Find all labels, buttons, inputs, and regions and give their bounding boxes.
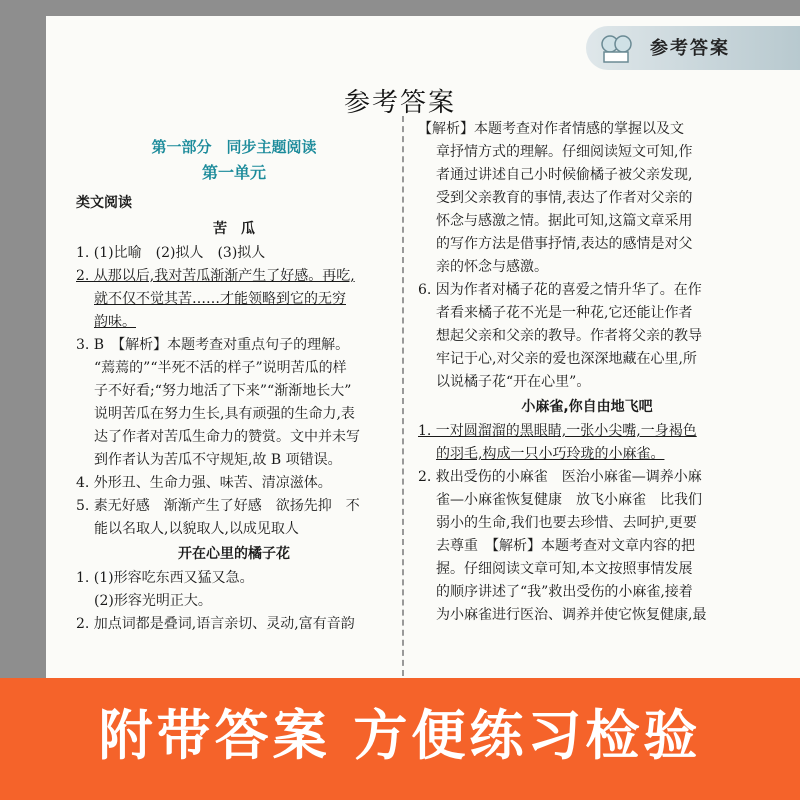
section-title: 类文阅读 (76, 195, 132, 211)
answer-line: 5. 素无好感 渐渐产生了好感 欲扬先抑 不 (76, 498, 360, 514)
answer-line: 说明苦瓜在努力生长,具有顽强的生命力,表 (94, 406, 355, 422)
header-title: 参考答案 (650, 38, 730, 59)
answer-line: 想起父亲和父亲的教导。作者将父亲的教导 (436, 328, 702, 344)
answer-line: (2)形容光明正大。 (94, 593, 212, 609)
kids-reading-icon (598, 30, 634, 66)
answer-line: 弱小的生命,我们也要去珍惜、去呵护,更要 (436, 515, 697, 531)
answer-line: 的羽毛,构成一只小巧玲珑的小麻雀。 (436, 446, 665, 462)
answer-line: 子不好看;“努力地活了下来”“渐渐地长大” (94, 383, 352, 399)
answer-line: “蔫蔫的”“半死不活的样子”说明苦瓜的样 (94, 360, 347, 376)
answer-line: 怀念与感激之情。据此可知,这篇文章采用 (436, 213, 693, 229)
answer-line: 1. 一对圆溜溜的黑眼睛,一张小尖嘴,一身褐色 (418, 423, 697, 439)
promo-banner-text: 附带答案 方便练习检验 (98, 704, 702, 767)
answer-line: 能以名取人,以貌取人,以成见取人 (94, 521, 299, 537)
answer-line: 6. 因为作者对橘子花的喜爱之情升华了。在作 (418, 282, 702, 298)
essay-title: 苦 瓜 (213, 221, 255, 237)
answer-line: 者看来橘子花不光是一种花,它还能让作者 (436, 305, 693, 321)
answer-line: 2. 救出受伤的小麻雀 医治小麻雀—调养小麻 (418, 469, 702, 485)
essay-title: 开在心里的橘子花 (178, 546, 290, 562)
answer-line: 【解析】本题考查对作者情感的掌握以及文 (418, 121, 684, 137)
answer-line: 到作者认为苦瓜不守规矩,故 B 项错误。 (94, 452, 342, 468)
answer-line: 2. 加点词都是叠词,语言亲切、灵动,富有音韵 (76, 616, 355, 632)
answer-line: 3. B 【解析】本题考查对重点句子的理解。 (76, 337, 350, 353)
answer-line: 4. 外形丑、生命力强、味苦、清凉滋体。 (76, 475, 332, 491)
unit-title: 第一单元 (201, 163, 266, 182)
answer-line: 的顺序讲述了“我”救出受伤的小麻雀,接着 (436, 584, 693, 600)
answer-line: 亲的怀念与感激。 (436, 259, 548, 275)
answer-line: 受到父亲教育的事情,表达了作者对父亲的 (436, 190, 693, 206)
answer-line: 就不仅不觉其苦……才能领略到它的无穷 (94, 291, 346, 307)
page-title: 参考答案 (343, 88, 456, 118)
answer-line: 以说橘子花“开在心里”。 (436, 374, 591, 390)
left-column (76, 134, 392, 636)
essay-title: 小麻雀,你自由地飞吧 (521, 399, 653, 415)
answer-line: 1. (1)比喻 (2)拟人 (3)拟人 (76, 245, 266, 261)
answer-line: 的写作方法是借事抒情,表达的感情是对父 (436, 236, 693, 252)
right-column (418, 118, 756, 627)
answer-line: 1. (1)形容吃东西又猛又急。 (76, 570, 254, 586)
answer-line: 韵味。 (94, 314, 136, 330)
answer-line: 2. 从那以后,我对苦瓜渐渐产生了好感。再吃, (76, 268, 355, 284)
answer-line: 为小麻雀进行医治、调养并使它恢复健康,最 (436, 607, 707, 623)
part-title: 第一部分 同步主题阅读 (151, 138, 317, 156)
answer-line: 者通过讲述自己小时候偷橘子被父亲发现, (436, 167, 693, 183)
answer-line: 牢记于心,对父亲的爱也深深地藏在心里,所 (436, 351, 697, 367)
column-divider (402, 116, 405, 676)
answer-line: 章抒情方式的理解。仔细阅读短文可知,作 (436, 144, 693, 160)
answer-line: 握。仔细阅读文章可知,本文按照事情发展 (436, 561, 693, 577)
answer-line: 雀—小麻雀恢复健康 放飞小麻雀 比我们 (436, 492, 702, 508)
answer-line: 达了作者对苦瓜生命力的赞赏。文中并未写 (94, 429, 360, 445)
answer-line: 去尊重 【解析】本题考查对文章内容的把 (436, 538, 695, 554)
